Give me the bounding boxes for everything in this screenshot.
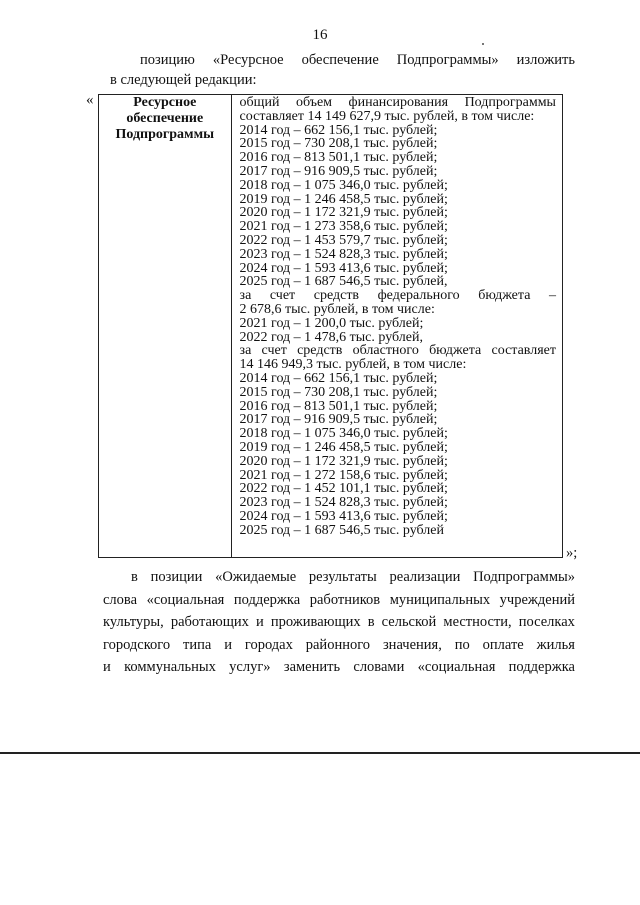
financing-line: 2014 год – 662 156,1 тыс. рублей; <box>239 122 438 138</box>
footer-rule <box>0 752 640 754</box>
financing-line: 2024 год – 1 593 413,6 тыс. рублей; <box>239 260 448 276</box>
financing-line: 2018 год – 1 075 346,0 тыс. рублей; <box>239 177 448 193</box>
financing-line: за счет средств федерального бюджета – <box>239 288 556 304</box>
intro-line-2: в следующей редакции: <box>110 72 257 88</box>
amendment-line: городского типа и городах районного значения, по оплате жилья <box>103 636 575 653</box>
financing-line: 2022 год – 1 453 579,7 тыс. рублей; <box>239 232 448 248</box>
financing-line: 2014 год – 662 156,1 тыс. рублей; <box>239 370 438 386</box>
position-name-line: обеспечение <box>126 111 204 126</box>
financing-line: 2017 год – 916 909,5 тыс. рублей; <box>239 163 438 179</box>
page-number: 16 <box>312 27 328 43</box>
financing-line: общий объем финансирования Подпрограммы <box>239 95 556 110</box>
financing-line: 2021 год – 1 200,0 тыс. рублей; <box>239 315 424 331</box>
intro-word: позицию <box>140 52 195 68</box>
scan-speck <box>482 43 484 45</box>
financing-details-cell <box>231 95 562 558</box>
opening-quote: « <box>86 92 94 108</box>
financing-line: 2015 год – 730 208,1 тыс. рублей; <box>239 384 438 400</box>
financing-line: 2025 год – 1 687 546,5 тыс. рублей <box>239 522 444 538</box>
financing-line: 2015 год – 730 208,1 тыс. рублей; <box>239 136 438 152</box>
financing-line: 2019 год – 1 246 458,5 тыс. рублей; <box>239 439 448 455</box>
intro-word: «Ресурсное <box>212 52 284 68</box>
position-name-line: Ресурсное <box>133 95 197 110</box>
intro-line-1 <box>110 50 575 70</box>
intro-word: Подпрограммы» <box>396 52 499 68</box>
amendment-line: и коммунальных услуг» заменить словами «социальная поддержка <box>103 659 575 676</box>
financing-line: 2018 год – 1 075 346,0 тыс. рублей; <box>239 426 448 442</box>
intro-paragraph <box>110 50 575 90</box>
closing-quote: »; <box>566 545 578 561</box>
financing-line: 2016 год – 813 501,1 тыс. рублей; <box>239 398 438 414</box>
financing-line: 2020 год – 1 172 321,9 тыс. рублей; <box>239 205 448 221</box>
financing-line: 2016 год – 813 501,1 тыс. рублей; <box>239 150 438 166</box>
financing-line: 2023 год – 1 524 828,3 тыс. рублей; <box>239 495 448 511</box>
financing-line: 2024 год – 1 593 413,6 тыс. рублей; <box>239 508 448 524</box>
financing-line: 2021 год – 1 272 158,6 тыс. рублей; <box>239 467 448 483</box>
financing-line: 14 146 949,3 тыс. рублей, в том числе: <box>239 357 467 373</box>
intro-word: изложить <box>516 52 575 68</box>
amendment-paragraph <box>103 566 575 679</box>
financing-line: 2019 год – 1 246 458,5 тыс. рублей; <box>239 191 448 207</box>
financing-line: 2 678,6 тыс. рублей, в том числе: <box>239 301 435 317</box>
resource-table <box>98 94 563 558</box>
resource-table-row <box>99 95 563 558</box>
financing-line: составляет 14 149 627,9 тыс. рублей, в том числе: <box>239 108 535 124</box>
financing-line: 2020 год – 1 172 321,9 тыс. рублей; <box>239 453 448 469</box>
financing-line: 2022 год – 1 478,6 тыс. рублей, <box>239 329 423 345</box>
amendment-line: в позиции «Ожидаемые результаты реализации Подпрограммы» <box>131 569 575 585</box>
intro-word: обеспечение <box>301 52 379 68</box>
financing-line: 2021 год – 1 273 358,6 тыс. рублей; <box>239 219 448 235</box>
amendment-line: культуры, работающих и проживающих в сельской местности, поселках <box>103 614 575 631</box>
financing-line: 2023 год – 1 524 828,3 тыс. рублей; <box>239 246 448 262</box>
position-name-line: Подпрограммы <box>115 127 215 142</box>
financing-line: за счет средств областного бюджета составляет <box>239 343 556 359</box>
financing-line: 2022 год – 1 452 101,1 тыс. рублей; <box>239 481 448 497</box>
amendment-line: слова «социальная поддержка работников муниципальных учреждений <box>103 591 575 608</box>
financing-line: 2025 год – 1 687 546,5 тыс. рублей, <box>239 274 448 290</box>
position-name-cell <box>99 95 232 558</box>
financing-line: 2017 год – 916 909,5 тыс. рублей; <box>239 412 438 428</box>
